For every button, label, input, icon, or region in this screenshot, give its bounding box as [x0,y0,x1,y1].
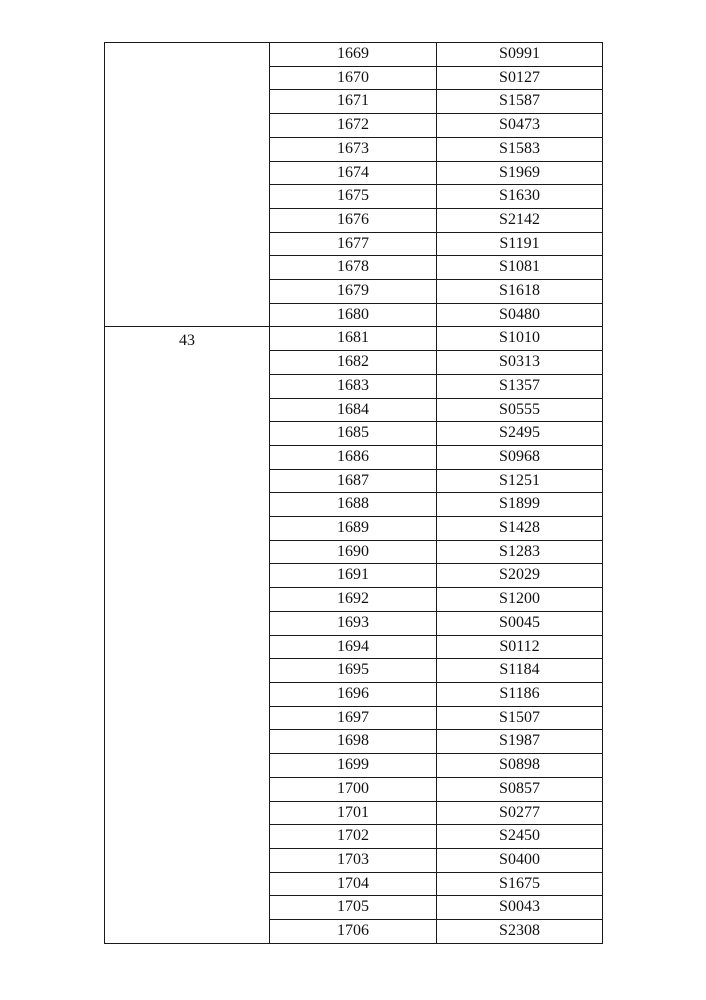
serial-number-cell: 1696 [270,682,437,706]
code-cell: S1969 [437,161,603,185]
serial-number-cell: 1695 [270,659,437,683]
serial-number-cell: 1692 [270,588,437,612]
serial-number-cell: 1672 [270,114,437,138]
group-number-cell [105,43,270,327]
code-cell: S1618 [437,280,603,304]
serial-number-cell: 1681 [270,327,437,351]
serial-number-cell: 1693 [270,611,437,635]
serial-number-cell: 1700 [270,777,437,801]
serial-number-cell: 1705 [270,896,437,920]
code-cell: S0313 [437,351,603,375]
serial-number-cell: 1674 [270,161,437,185]
data-table [104,42,603,944]
code-cell: S0857 [437,777,603,801]
serial-number-cell: 1690 [270,540,437,564]
serial-number-cell: 1691 [270,564,437,588]
code-cell: S1675 [437,872,603,896]
serial-number-cell: 1685 [270,422,437,446]
code-cell: S1283 [437,540,603,564]
code-cell: S0898 [437,754,603,778]
serial-number-cell: 1677 [270,232,437,256]
code-cell: S0968 [437,445,603,469]
serial-number-cell: 1675 [270,185,437,209]
table-row [105,43,603,67]
code-cell: S1987 [437,730,603,754]
code-cell: S0400 [437,848,603,872]
code-cell: S0043 [437,896,603,920]
serial-number-cell: 1686 [270,445,437,469]
serial-number-cell: 1703 [270,848,437,872]
serial-number-cell: 1704 [270,872,437,896]
code-cell: S0045 [437,611,603,635]
code-cell: S0473 [437,114,603,138]
serial-number-cell: 1689 [270,517,437,541]
serial-number-cell: 1669 [270,43,437,67]
serial-number-cell: 1701 [270,801,437,825]
code-cell: S2029 [437,564,603,588]
code-cell: S1184 [437,659,603,683]
code-cell: S0112 [437,635,603,659]
serial-number-cell: 1678 [270,256,437,280]
table-container [104,42,602,944]
code-cell: S1630 [437,185,603,209]
code-cell: S0277 [437,801,603,825]
serial-number-cell: 1673 [270,137,437,161]
group-number-cell [105,327,270,943]
serial-number-cell: 1698 [270,730,437,754]
code-cell: S1186 [437,682,603,706]
serial-number-cell: 1699 [270,754,437,778]
serial-number-cell: 1670 [270,66,437,90]
code-cell: S1587 [437,90,603,114]
code-cell: S0991 [437,43,603,67]
serial-number-cell: 1702 [270,825,437,849]
code-cell: S1081 [437,256,603,280]
code-cell: S0127 [437,66,603,90]
serial-number-cell: 1688 [270,493,437,517]
serial-number-cell: 1684 [270,398,437,422]
code-cell: S1357 [437,374,603,398]
serial-number-cell: 1687 [270,469,437,493]
serial-number-cell: 1671 [270,90,437,114]
code-cell: S1507 [437,706,603,730]
code-cell: S1583 [437,137,603,161]
code-cell: S2450 [437,825,603,849]
group-number: 43 [179,332,195,350]
serial-number-cell: 1697 [270,706,437,730]
code-cell: S1191 [437,232,603,256]
code-cell: S2142 [437,208,603,232]
table-row [105,327,603,351]
serial-number-cell: 1680 [270,303,437,327]
serial-number-cell: 1683 [270,374,437,398]
serial-number-cell: 1676 [270,208,437,232]
code-cell: S2495 [437,422,603,446]
code-cell: S2308 [437,920,603,944]
serial-number-cell: 1694 [270,635,437,659]
code-cell: S0555 [437,398,603,422]
serial-number-cell: 1679 [270,280,437,304]
serial-number-cell: 1682 [270,351,437,375]
code-cell: S1010 [437,327,603,351]
code-cell: S1899 [437,493,603,517]
code-cell: S0480 [437,303,603,327]
code-cell: S1428 [437,517,603,541]
table-body [105,43,603,944]
code-cell: S1251 [437,469,603,493]
serial-number-cell: 1706 [270,920,437,944]
code-cell: S1200 [437,588,603,612]
